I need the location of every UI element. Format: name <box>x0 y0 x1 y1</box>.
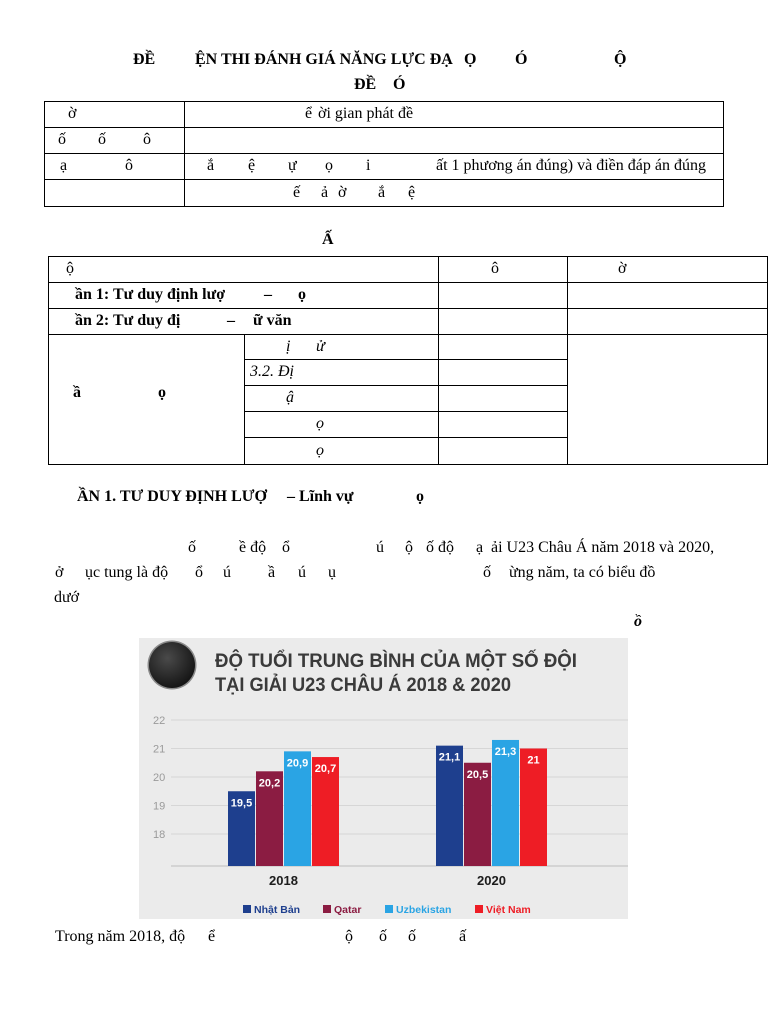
part-2-title-cell <box>49 309 438 334</box>
age-bar-chart <box>139 638 628 919</box>
header-text: ờ <box>618 260 627 277</box>
part-3-title: ầ <box>73 384 81 401</box>
question-text: ấ <box>459 928 467 945</box>
part-3-title-cell <box>49 335 244 464</box>
info-row <box>45 127 723 153</box>
part-1-title-cell <box>49 283 438 308</box>
info-label-cell <box>45 154 184 179</box>
structure-header-row <box>49 257 767 282</box>
count-subrow <box>439 385 567 411</box>
legend-label: Uzbekistan <box>396 904 452 916</box>
part-2-time-cell <box>567 309 767 334</box>
info-value-text: ất 1 phương án đúng) và điền đáp án đúng <box>436 157 706 174</box>
section-heading-text: ọ <box>416 488 424 505</box>
question-text: ộ <box>345 928 353 945</box>
info-value-text: ọ <box>325 157 333 174</box>
bar-value-label: 20,2 <box>258 777 281 790</box>
legend-swatch <box>385 905 393 913</box>
part-3-title: ọ <box>158 384 166 401</box>
question-text: ố <box>379 928 387 945</box>
info-value-text: ệ <box>408 184 416 201</box>
paragraph-text: dướ <box>54 589 80 606</box>
part-1-title: ần 1: Tư duy định lượ <box>75 286 226 303</box>
paragraph-text: ụ <box>328 564 336 581</box>
question-text: ể <box>208 928 216 945</box>
bar-value-label: 21 <box>527 754 540 767</box>
exam-title-text: Ọ <box>464 51 477 68</box>
info-row <box>45 179 723 206</box>
subject-row <box>245 335 438 359</box>
paragraph-text: ừng năm, ta có biểu đồ <box>509 564 656 581</box>
exam-subtitle-text: ĐỀ <box>354 76 377 93</box>
info-label-text: ô <box>143 131 151 148</box>
info-label-text: ô <box>125 157 133 174</box>
bar-value-label: 20,7 <box>314 763 337 776</box>
paragraph-text: ố <box>188 539 196 556</box>
count-subrow <box>439 359 567 385</box>
figure-caption: ồ <box>634 613 642 630</box>
info-row <box>45 102 723 127</box>
info-value-text: ắ <box>207 157 215 174</box>
info-value-text: ế <box>293 184 301 201</box>
subject-text: ọ <box>316 442 324 459</box>
info-row <box>45 153 723 179</box>
paragraph-text: ú <box>223 564 231 581</box>
paragraph-text: ạ <box>476 539 484 556</box>
header-cell <box>567 257 767 282</box>
part-2-title: ần 2: Tư duy đị <box>75 312 181 329</box>
exam-title-text: Ộ <box>614 51 627 68</box>
info-label-text: ố <box>58 131 66 148</box>
header-cell <box>49 257 438 282</box>
info-value-cell <box>184 154 723 179</box>
exam-subtitle-text: Ó <box>393 76 406 93</box>
part-1-time-cell <box>567 283 767 308</box>
legend-label: Việt Nam <box>486 904 531 916</box>
subject-text: ị <box>286 338 291 355</box>
count-subrow <box>439 411 567 437</box>
info-value-cell <box>184 128 723 153</box>
section-heading-text: – Lĩnh vự <box>287 488 354 505</box>
chart-title-line-2: TẠI GIẢI U23 CHÂU Á 2018 & 2020 <box>215 675 524 696</box>
subject-text: 3.2. Đị <box>250 363 294 380</box>
header-cell <box>438 257 567 282</box>
part-1-row <box>49 282 767 308</box>
part-1-title: – <box>264 286 272 303</box>
legend-swatch <box>323 905 331 913</box>
part-2-row <box>49 308 767 334</box>
subject-row <box>245 437 438 464</box>
paragraph-text: ú <box>376 539 384 556</box>
legend-swatch <box>475 905 483 913</box>
part-1-count-cell <box>438 283 567 308</box>
bar-value-label: 21,3 <box>494 745 517 758</box>
info-value-text: ắ <box>378 184 386 201</box>
info-value-cell <box>184 180 723 206</box>
info-value-cell <box>184 102 723 127</box>
header-text: ộ <box>66 260 74 277</box>
y-tick-label: 22 <box>153 715 166 727</box>
legend-swatch <box>243 905 251 913</box>
exam-title-text: ĐỀ <box>133 51 156 68</box>
paragraph-text: ố <box>483 564 491 581</box>
info-label-cell <box>45 128 184 153</box>
paragraph-text: ục tung là độ <box>85 564 169 581</box>
info-label-text: ố <box>98 131 106 148</box>
legend-label: Nhật Bản <box>254 904 301 916</box>
bar <box>436 746 463 866</box>
part-2-title: ữ văn <box>253 312 292 329</box>
subject-text: ử <box>316 338 325 355</box>
part-3-time-cell <box>567 335 767 464</box>
legend-label: Qatar <box>334 904 362 916</box>
bar-value-label: 20,5 <box>466 768 489 781</box>
part-2-count-cell <box>438 309 567 334</box>
info-value-text: ể <box>305 105 313 122</box>
count-subrow <box>439 335 567 359</box>
part-3-row <box>49 334 767 464</box>
subject-row <box>245 359 438 385</box>
info-label-cell <box>45 180 184 206</box>
bar-value-label: 20,9 <box>286 757 309 770</box>
subject-text: ậ <box>286 389 294 406</box>
info-label-cell <box>45 102 184 127</box>
info-value-text: ả <box>321 184 329 201</box>
info-value-text: ời gian phát đề <box>318 105 414 122</box>
bar-value-label: 19,5 <box>230 797 253 810</box>
part-3-subject-cell <box>244 335 438 464</box>
exam-title-text: ỆN THI ĐÁNH GIÁ NĂNG LỰC ĐẠ <box>195 51 453 68</box>
y-tick-label: 20 <box>153 772 166 784</box>
paragraph-text: ầ <box>268 564 276 581</box>
exam-info-table <box>44 101 724 207</box>
paragraph-text: ố độ <box>426 539 454 556</box>
exam-title-text: Ó <box>515 51 528 68</box>
subject-row <box>245 385 438 411</box>
logo-icon <box>148 641 197 690</box>
paragraph-text: ú <box>298 564 306 581</box>
part-2-title: – <box>227 312 235 329</box>
info-value-text: ự <box>288 157 297 174</box>
x-category-label: 2020 <box>477 873 506 888</box>
paragraph-text: ổ <box>195 564 203 581</box>
part-1-title: ọ <box>298 286 306 303</box>
y-tick-label: 21 <box>153 743 166 756</box>
section-heading-text: ẦN 1. TƯ DUY ĐỊNH LƯỢ <box>77 488 267 505</box>
info-label-text: ạ <box>60 157 68 174</box>
paragraph-text: ề độ <box>239 539 267 556</box>
subject-text: ọ <box>316 415 324 432</box>
x-category-label: 2018 <box>269 873 298 888</box>
info-value-text: ờ <box>338 184 347 201</box>
info-label-text: ờ <box>68 105 77 122</box>
info-value-text: i <box>366 157 371 174</box>
header-text: ô <box>491 260 499 277</box>
paragraph-text: ải U23 Châu Á năm 2018 và 2020, <box>491 539 715 556</box>
bar-value-label: 21,1 <box>438 751 461 764</box>
part-3-count-cell <box>438 335 567 464</box>
question-text: Trong năm 2018, độ <box>55 928 186 945</box>
count-subrow <box>439 437 567 464</box>
bar <box>492 740 519 866</box>
paragraph-text: ộ <box>405 539 413 556</box>
question-text: ố <box>408 928 416 945</box>
paragraph-text: ổ <box>282 539 290 556</box>
y-tick-label: 19 <box>153 800 166 813</box>
structure-heading: Ấ <box>322 231 334 248</box>
info-value-text: ệ <box>248 157 256 174</box>
paragraph-text: ở <box>55 564 64 581</box>
chart-title-line-1: ĐỘ TUỔI TRUNG BÌNH CỦA MỘT SỐ ĐỘI <box>215 651 584 672</box>
subject-row <box>245 411 438 437</box>
exam-structure-table <box>48 256 768 465</box>
y-tick-label: 18 <box>153 829 166 841</box>
